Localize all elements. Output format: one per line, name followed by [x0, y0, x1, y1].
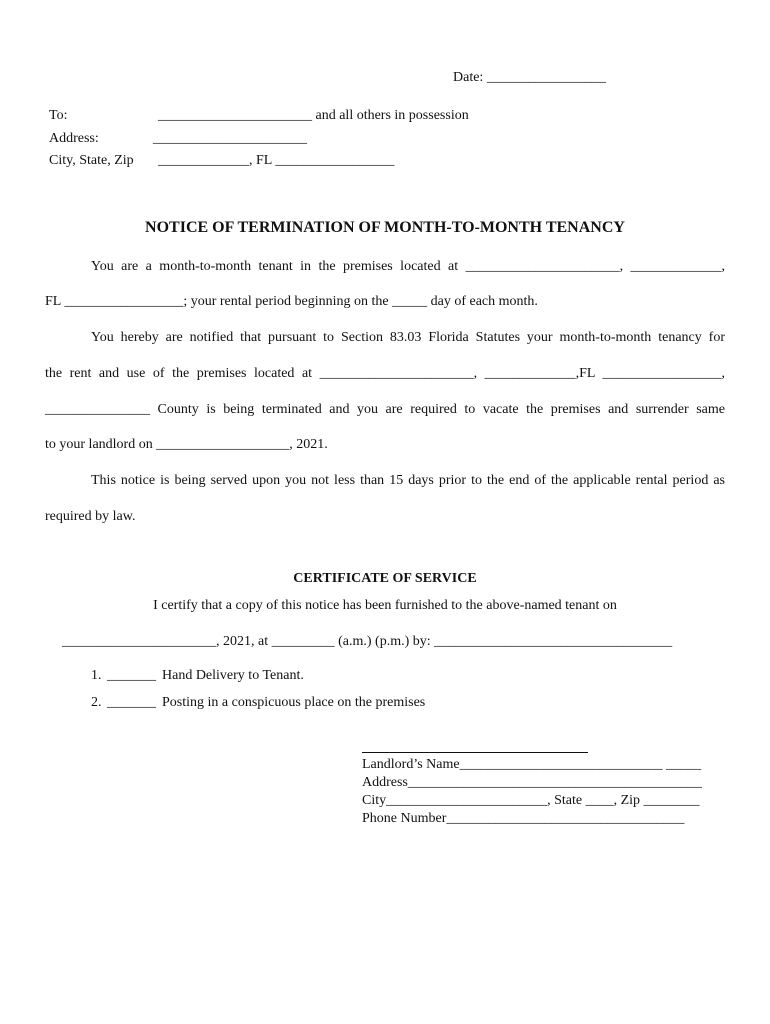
notice-p2-line2: the rent and use of the premises located at ______________________, _____________,FL _________________, [45, 366, 725, 381]
landlord-name-line: Landlord’s Name_____________________________ _____ [362, 757, 702, 772]
city-state-zip-value: _____________, FL _________________ [158, 153, 395, 168]
landlord-phone-line: Phone Number__________________________________ [362, 811, 685, 826]
address-label: Address: [49, 131, 99, 146]
notice-p2-line1: You hereby are notified that pursuant to Section 83.03 Florida Statutes your month-to-month tenancy for [91, 330, 725, 345]
landlord-city-line: City_______________________, State ____, Zip ________ [362, 793, 700, 808]
notice-p2-line4: to your landlord on ___________________, 2021. [45, 437, 328, 452]
signature-line [362, 751, 588, 753]
service-item-2-text: Posting in a conspicuous place on the premises [162, 695, 426, 710]
to-label: To: [49, 108, 68, 123]
date-line: Date: _________________ [453, 70, 606, 85]
notice-p3-line1: This notice is being served upon you not less than 15 days prior to the end of the applicable rental period as [91, 473, 725, 488]
service-item-1-blank: _______ [107, 668, 156, 683]
notice-p1-line2: FL _________________; your rental period beginning on the _____ day of each month. [45, 294, 538, 309]
address-value: ______________________ [153, 131, 307, 146]
to-value: ______________________ and all others in possession [158, 108, 469, 123]
certificate-line2: ______________________, 2021, at _________ (a.m.) (p.m.) by: __________________________________ [62, 634, 673, 649]
certificate-title: CERTIFICATE OF SERVICE [293, 571, 477, 586]
service-item-1-text: Hand Delivery to Tenant. [162, 668, 304, 683]
notice-title: NOTICE OF TERMINATION OF MONTH-TO-MONTH TENANCY [145, 219, 625, 236]
notice-p2-line3: _______________ County is being terminated and you are required to vacate the premises and surrender same [45, 402, 725, 417]
service-item-2-blank: _______ [107, 695, 156, 710]
certificate-line1: I certify that a copy of this notice has been furnished to the above-named tenant on [153, 598, 617, 613]
service-item-1-number: 1. [91, 668, 102, 683]
notice-p3-line2: required by law. [45, 509, 136, 524]
city-state-zip-label: City, State, Zip [49, 153, 134, 168]
landlord-address-line: Address__________________________________________ [362, 775, 702, 790]
notice-p1-line1: You are a month-to-month tenant in the premises located at ______________________, _____________, [91, 259, 725, 274]
service-item-2-number: 2. [91, 695, 102, 710]
